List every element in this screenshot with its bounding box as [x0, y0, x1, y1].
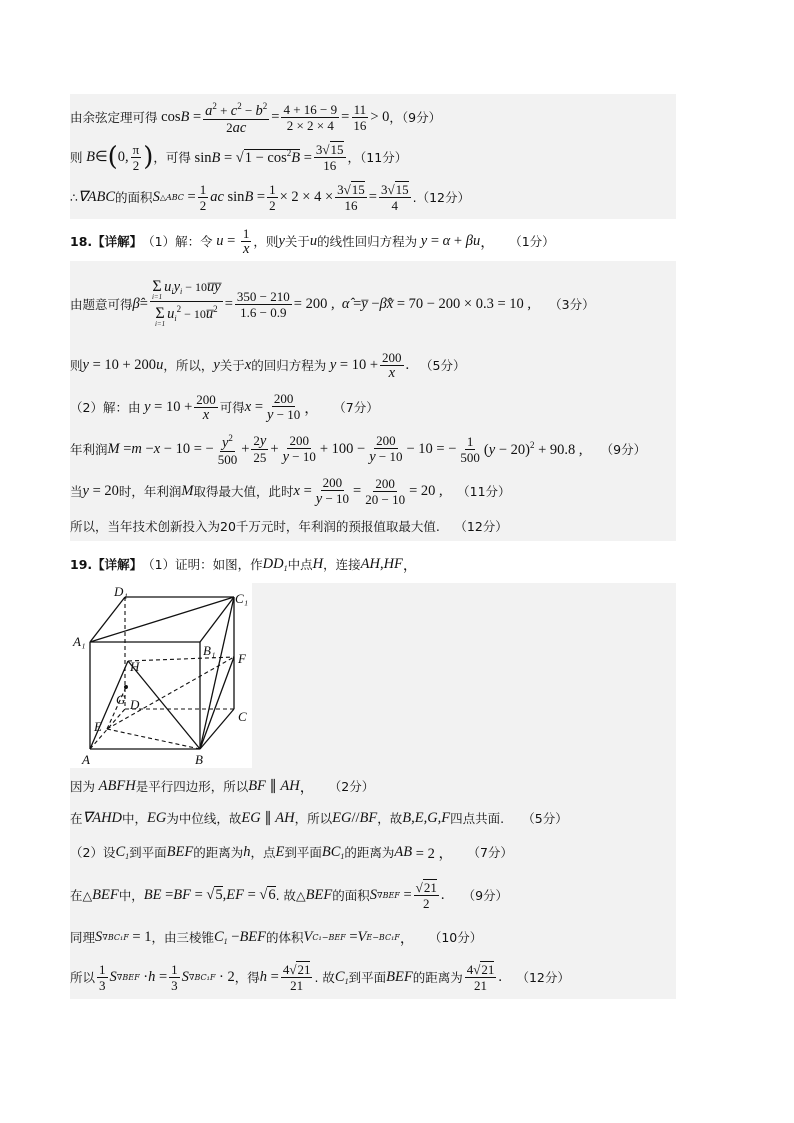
q18-max-line: 当 y = 20 时，年利润 M 取得最大值，此时 x = $\frac{200}{y - 10}$ = $\frac{200}{20 - 10}$ = 20 , （11分） [70, 475, 511, 507]
q18-heading-line: 18.【详解】 （1）解：令 u = $\frac{1}{x}$ ，则 y 关于 u 的线性回归方程为 y = α + βu ， （1分） [70, 225, 555, 257]
hidden-HF [128, 657, 234, 661]
q18-solution-block [70, 261, 676, 541]
cube-figure [70, 583, 252, 768]
q18-equation-line: 则 y = 10 + 200 u ，所以， y 关于 x 的回归方程为 y = 10 + $\frac{200}{x}$ . （5分） [70, 349, 466, 381]
q18-number: 18.【详解】 [70, 234, 143, 249]
label-C: C [238, 709, 247, 724]
hidden-EF [107, 657, 234, 729]
q19-coplanar-line: 在 ∇AHD 中， EG 为中位线，故 EG ∥ AH ，所以 EG // BF ，故 B,E,G,F 四点共面. （5分） [70, 809, 568, 826]
label-B: B [195, 752, 203, 767]
q17-cosine-line: 由余弦定理可得 cosB = $\frac{a^2 + c^2 - b^2}{2ac}$ = $\frac{4 + 16 - 9}{2 \times 2 \times 4}$ = $\frac{11}{16}$ > 0 ，（9分） [70, 100, 442, 136]
label-H: H [130, 659, 140, 674]
label-A: A [82, 752, 90, 767]
q19-triangle-area-line: 在△ BEF 中， BE = BF = √5, EF = √6 . 故△ BEF 的面积 S ∇BEF = $\frac{√21}{2}$ . （9分） [70, 879, 509, 911]
label-B1: B₁ [203, 643, 216, 658]
q19-part2-line: （2）设 $C_1$ 到平面 BEF 的距离为 h ，点 E 到平面 $BC_1$ 的距离为 AB = 2 ， （7分） [70, 843, 513, 862]
label-E: E [94, 719, 102, 734]
label-D1: D₁ [114, 584, 128, 599]
q17-solution-block [70, 94, 676, 219]
q17-area-line: ∴ ∇ABC 的面积 S △ABC = $\frac{1}{2}$ ac sinB = $\frac{1}{2}$ × 2 × 4 × $\frac{3√15}{16}$ = $\frac{3√15}{4}$ .（12分） [70, 181, 471, 213]
q19-solution-block [70, 583, 676, 999]
q19-number: 19.【详解】 [70, 557, 143, 572]
q18-part2-line: （2）解：由 y = 10 + $\frac{200}{x}$ 可得 x = $\frac{200}{y - 10}$ ， （7分） [70, 391, 379, 423]
q17-sine-line: 则 B ∈ ( 0, $\frac{\pi}{2}$ ) ，可得 $\sin B = √1 - \cos^2B$ = $\frac{3√15}{16}$ ，（11分） [70, 141, 408, 173]
label-G: G [116, 692, 126, 707]
label-A1: A₁ [73, 634, 86, 649]
label-C1: C₁ [235, 591, 249, 606]
q18-profit-line: 年利润 M = m − x − 10 = − $\frac{y^2}{500}$ + $\frac{2y}{25}$ + $\frac{200}{y - 10}$ + 100 − $\frac{200}{y - 10}$ − 10 = − $\frac{1}{500}$ $(y - 20)^2 + 90.8$ , （9分） [70, 433, 647, 467]
point-G [124, 685, 128, 689]
q19-heading-line: 19.【详解】 （1）证明：如图，作 $DD_1$ 中点 H ，连接 AH , HF ， [70, 555, 418, 574]
diag-A1C1 [90, 597, 234, 642]
q19-parallelogram-line: 因为 ABFH 是平行四边形，所以 BF ∥ AH ， （2分） [70, 777, 375, 796]
q18-regression-coef-line: 由题意可得 β̂ = Σ i=1 $u_iy_i$ − 10u̅y̅ Σ i=1 $u_i^2$ − 10u̅$^2$ = $\frac{350 - 210}{1.6 - 0.9}$ = 200 , α̂ = y̅ − β̂x̅ = 70 − 200 × 0.3 = 10 , （3分） [70, 278, 595, 328]
label-F: F [238, 651, 246, 666]
q18-conclusion-line: 所以，当年技术创新投入为20千万元时，年利润的预报值取最大值. （12分） [70, 519, 508, 534]
q19-volume-line: 同理 S ∇BC₁F = 1 ，由三棱锥 $C_1$ − BEF 的体积 V C₁−BEF = V E−BC₁F ， （10分） [70, 928, 483, 947]
label-D: D [130, 697, 140, 712]
edge-A1D1 [90, 597, 125, 642]
q19-distance-line: 所以 $\frac{1}{3}$ S ∇BEF · h = $\frac{1}{3}$ S ∇BC₁F · 2 ，得 h = $\frac{4√21}{21}$ . 故 $C_1$ 到平面 BEF 的距离为 $\frac{4√21}{21}$ . （12分） [70, 961, 570, 993]
